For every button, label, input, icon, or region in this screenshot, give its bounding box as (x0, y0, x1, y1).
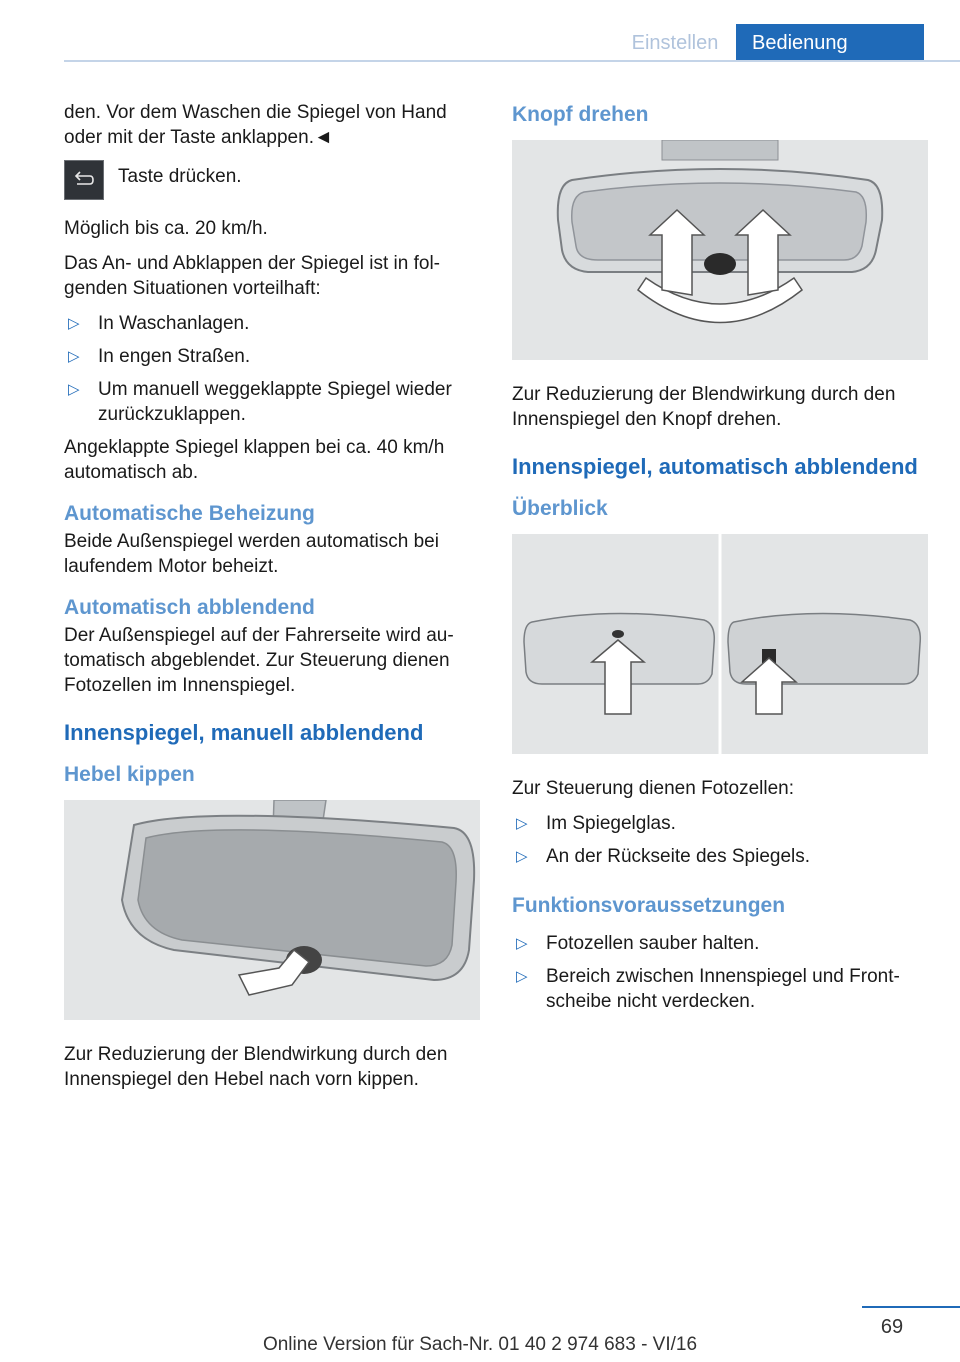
mirror-fold-button-icon (64, 160, 104, 200)
list-item: ▷ Fotozellen sauber halten. (516, 933, 760, 954)
figure-mirror-knob (512, 140, 928, 360)
beheizung-paragraph: Beide Außenspiegel werden automatisch bei laufendem Motor beheizt. (64, 531, 439, 577)
bullet-triangle-icon: ▷ (516, 815, 528, 832)
list-item: ▷ Um manuell weggeklappte Spiegel wieder zurückzuklappen. (68, 379, 452, 425)
figure-photocells (512, 534, 928, 754)
bullet-triangle-icon: ▷ (68, 315, 80, 332)
fotozellen-list (512, 811, 928, 869)
knopf-caption: Zur Reduzierung der Blendwirkung durch den Innenspiegel den Knopf drehen. (512, 384, 896, 430)
tab-bedienung[interactable]: Bedienung (736, 24, 924, 60)
funktion-list (512, 931, 928, 1014)
steuerung-paragraph: Zur Steuerung dienen Fotozellen: (512, 778, 795, 799)
page-number: 69 (880, 1316, 904, 1338)
button-instruction (64, 160, 480, 200)
bullet-triangle-icon: ▷ (516, 848, 528, 865)
heading-innenspiegel-manuell: Innenspiegel, manuell abblendend (64, 720, 424, 745)
left-column (64, 100, 480, 1102)
heading-funktionsvoraussetzungen: Funktionsvoraussetzungen (512, 894, 786, 917)
bullet-triangle-icon: ▷ (68, 381, 80, 398)
header-rule (64, 60, 960, 62)
figure-mirror-lever (64, 800, 480, 1020)
intro-paragraph: den. Vor dem Waschen die Spiegel von Hand oder mit der Taste anklappen.◄ (64, 102, 447, 148)
speed-note: Möglich bis ca. 20 km/h. (64, 218, 268, 239)
footer-rule (862, 1306, 960, 1308)
situations-list (64, 311, 480, 427)
abblendend-paragraph: Der Außenspiegel auf der Fahrerseite wird au‐ tomatisch abgeblendet. Zur Steuerung dienen Fotozellen im Innenspiegel. (64, 625, 454, 696)
tab-einstellen[interactable]: Einstellen (631, 32, 719, 54)
list-item: ▷ Im Spiegelglas. (516, 813, 676, 834)
heading-ueberblick: Überblick (512, 497, 608, 520)
heading-automatisch-abblendend: Automatisch abblendend (64, 596, 315, 619)
list-item: ▷ In engen Straßen. (68, 346, 251, 367)
right-column (512, 100, 928, 1022)
hebel-caption: Zur Reduzierung der Blendwirkung durch den Innenspiegel den Hebel nach vorn kippen. (64, 1044, 448, 1090)
bullet-triangle-icon: ▷ (68, 348, 80, 365)
list-item: ▷ In Waschanlagen. (68, 313, 250, 334)
heading-automatische-beheizung: Automatische Beheizung (64, 502, 315, 525)
bullet-triangle-icon: ▷ (516, 935, 528, 952)
auto-unfold-note: Angeklappte Spiegel klappen bei ca. 40 km/h automatisch ab. (64, 437, 445, 483)
situations-intro: Das An- und Abklappen der Spiegel ist in fol‐ genden Situationen vorteilhaft: (64, 253, 441, 299)
bullet-triangle-icon: ▷ (516, 968, 528, 985)
list-item: ▷ Bereich zwischen Innenspiegel und Front‐ scheibe nicht verdecken. (516, 966, 900, 1012)
footer-version-text: Online Version für Sach-Nr. 01 40 2 974 683 - VI/16 (262, 1334, 698, 1355)
heading-knopf-drehen: Knopf drehen (512, 103, 649, 126)
heading-innenspiegel-automatisch: Innenspiegel, automatisch abblendend (512, 454, 918, 479)
list-item: ▷ An der Rückseite des Spiegels. (516, 846, 811, 867)
heading-hebel-kippen: Hebel kippen (64, 763, 195, 786)
button-caption: Taste drücken. (118, 166, 242, 187)
